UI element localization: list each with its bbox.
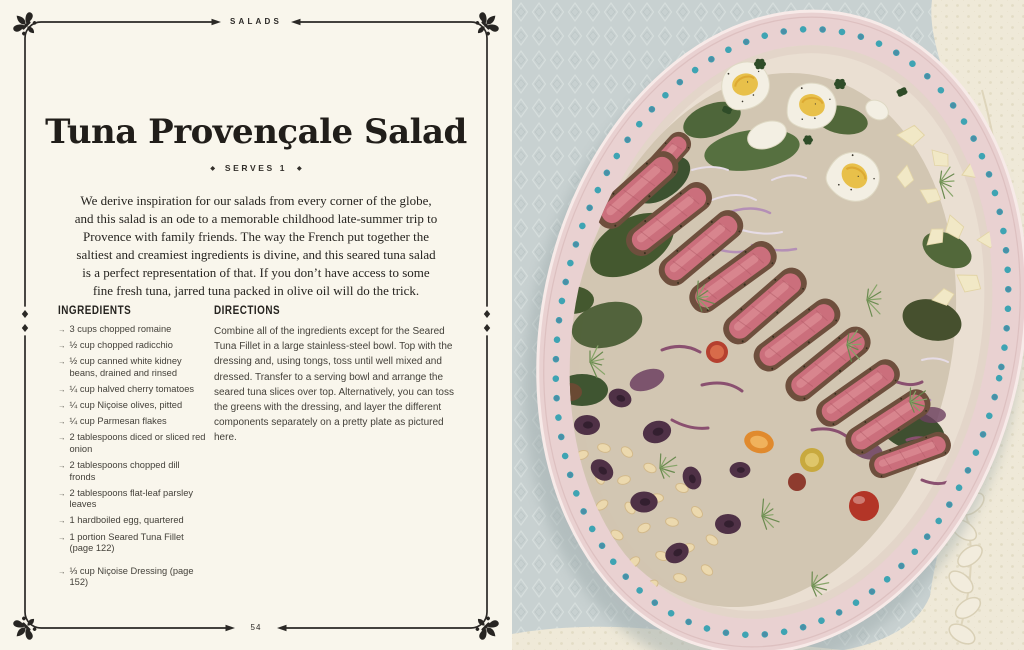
page-number: 54 (250, 623, 262, 632)
ingredient-item: → ½ cup chopped radicchio (58, 340, 173, 351)
salad-photo (512, 0, 1024, 650)
ingredient-item: → 2 tablespoons chopped dill fronds (58, 459, 180, 482)
ingredient-item: → 3 cups chopped romaine (58, 324, 172, 334)
directions-text: Combine all of the ingredients except for the Seared Tuna Fillet in a large stainless-steel bowl. Top with the dressing and, using tongs, toss until well mixed and dressed. Transfer to a serving bowl and arrange the seared tuna slices over top. Alternatively, you can toss the greens with the dressing, and layer the different components separately on a pretty plate as pictured here. (214, 326, 454, 444)
arrow-bullet-icon: → (58, 433, 66, 443)
arrow-bullet-icon: → (58, 460, 66, 470)
recipe-title: Tuna Provençale Salad (45, 112, 467, 152)
recipe-intro: We derive inspiration for our salads from every corner of the globe, and this salad is an ode to a memorable childhood late-summer trip to Provence with family friends. The way the French put together the saltiest and creamiest ingredients is divine, and this seared tuna salad is a perfect representation of that. If you don’t have access to some fine fresh tuna, jarred tuna packed in olive oil will do the trick. (74, 193, 438, 298)
diamond-icon: ◆ (297, 166, 302, 172)
arrow-bullet-icon: → (58, 401, 66, 411)
ingredient-item: → ½ cup canned white kidney beans, drained and rinsed (58, 356, 182, 378)
serves-line (0, 163, 512, 173)
ingredient-item: → 2 tablespoons diced or sliced red onion (58, 432, 206, 454)
arrow-bullet-icon: → (58, 516, 66, 526)
directions-header: DIRECTIONS (214, 305, 281, 317)
ingredients-list (58, 324, 206, 589)
arrow-bullet-icon: → (58, 325, 66, 334)
serves-label: SERVES 1 (224, 163, 288, 173)
section-header: SALADS (229, 17, 283, 26)
ingredients-column (58, 301, 206, 593)
arrow-bullet-icon: → (58, 384, 66, 394)
arrow-bullet-icon: → (58, 566, 66, 576)
arrow-bullet-icon: → (58, 488, 66, 498)
salad-photo-illustration (512, 0, 1024, 650)
arrow-bullet-icon: → (58, 357, 66, 367)
arrow-bullet-icon: → (58, 417, 66, 427)
ingredient-item: → ¼ cup Niçoise olives, pitted (58, 400, 183, 411)
directions-column (214, 301, 462, 446)
arrow-bullet-icon: → (58, 532, 66, 542)
arrow-bullet-icon: → (58, 341, 66, 351)
ingredient-item: → ¼ cup halved cherry tomatoes (58, 383, 195, 394)
ingredient-item: → 1 hardboiled egg, quartered (58, 515, 184, 526)
ingredient-item: → 1 portion Seared Tuna Fillet (page 122) (58, 531, 184, 554)
ingredient-item: → ¼ cup Parmesan flakes (58, 416, 167, 427)
diamond-icon: ◆ (210, 166, 215, 172)
ingredients-header: INGREDIENTS (58, 305, 132, 317)
ingredient-item: → 2 tablespoons flat-leaf parsley leaves (58, 487, 194, 510)
ingredient-item: → ⅓ cup Niçoise Dressing (page 152) (58, 565, 194, 588)
